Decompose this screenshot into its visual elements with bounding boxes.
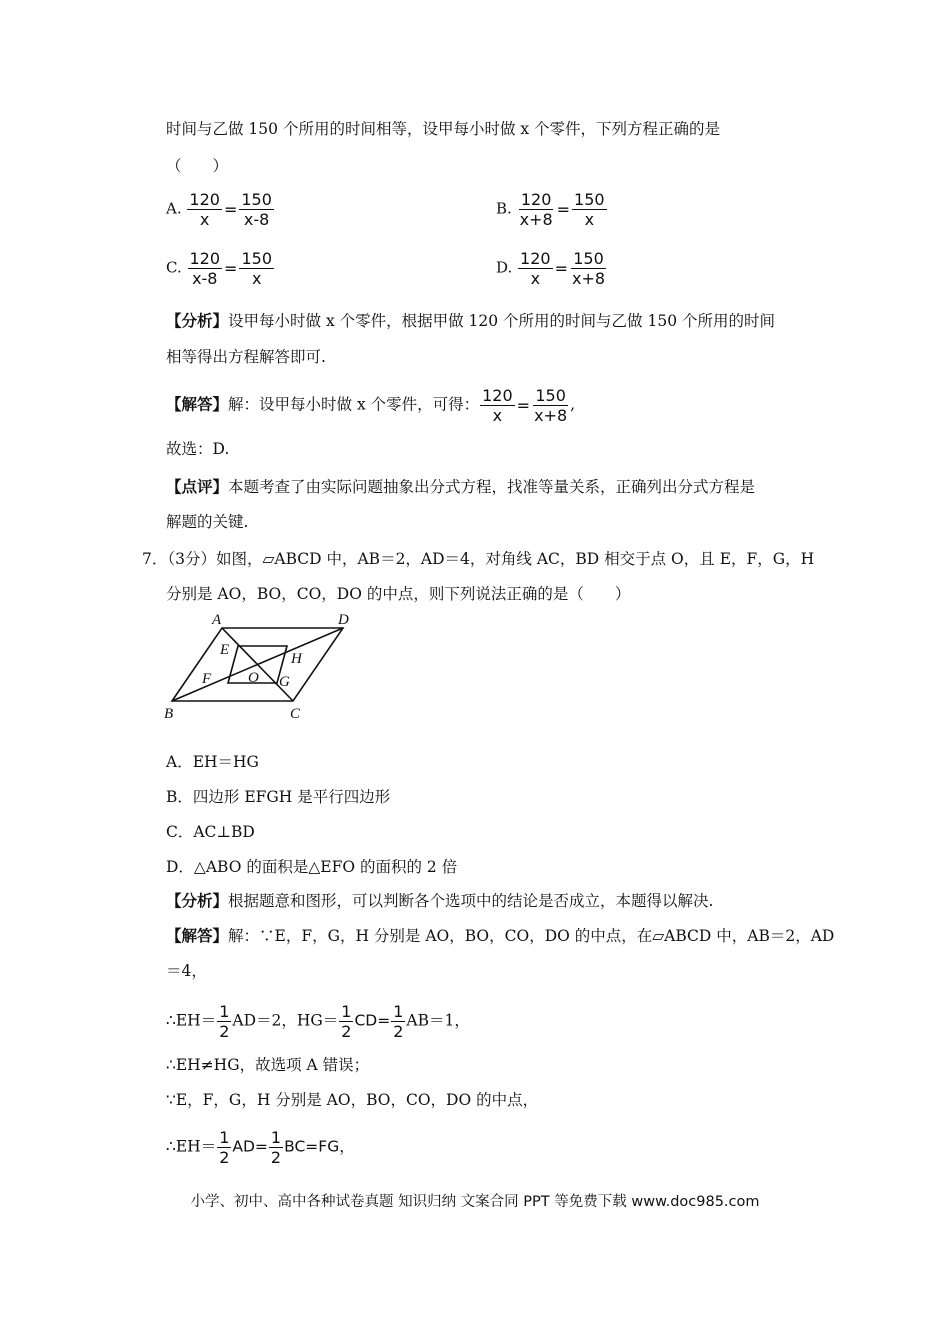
fraction: $\frac{150}{x}$ <box>574 190 605 229</box>
fraction: $\frac{150}{x}$ <box>241 249 272 288</box>
analysis-tag: 【分析】 <box>166 891 229 910</box>
fraction: $\frac{150}{x-8}$ <box>241 190 272 229</box>
label-o: O <box>248 670 259 686</box>
option-label: C. <box>166 258 182 277</box>
q7-option-d: D．△ABO 的面积是△EFO 的面积的 2 倍 <box>166 858 458 876</box>
q6-option-d: D. $\frac{120}{x}$ = $\frac{150}{x+8}$ <box>496 249 606 288</box>
q7-solution-line-2: ＝4， <box>166 962 207 980</box>
fraction: $\frac{150}{x+8}$ <box>572 249 606 288</box>
label-f: F <box>202 671 212 687</box>
q6-option-a: A. $\frac{120}{x}$ = $\frac{150}{x-8}$ <box>166 190 272 229</box>
fraction-half: $\frac{1}{2}$ <box>393 1002 404 1041</box>
fraction: $\frac{120}{x-8}$ <box>189 249 221 288</box>
q7-solution-line-3: ∴EH＝ $\frac{1}{2}$ AD＝2，HG＝ $\frac{1}{2}$ CD= $\frac{1}{2}$ AB＝1， <box>166 1002 470 1041</box>
fraction: $\frac{120}{x}$ <box>189 190 220 229</box>
option-label: B. <box>496 199 512 218</box>
q7-solution-line-4: ∴EH≠HG，故选项 A 错误； <box>166 1056 370 1074</box>
q6-comment-line-2: 解题的关键. <box>166 513 249 531</box>
parallelogram-figure <box>160 608 370 728</box>
fraction: $\frac{120}{x}$ <box>520 249 551 288</box>
answer-paren: （ ） <box>166 157 229 175</box>
option-label: D. <box>496 258 513 277</box>
q6-option-b: B. $\frac{120}{x+8}$ = $\frac{150}{x}$ <box>496 190 605 229</box>
label-e: E <box>220 642 230 658</box>
fraction: $\frac{120}{x}$ <box>482 386 513 425</box>
analysis-tag: 【分析】 <box>166 311 229 330</box>
q7-option-b: B．四边形 EFGH 是平行四边形 <box>166 788 391 806</box>
comment-tag: 【点评】 <box>166 477 229 496</box>
q6-choice: 故选：D. <box>166 440 230 458</box>
q7-option-c: C．AC⊥BD <box>166 823 255 841</box>
fraction: $\frac{120}{x+8}$ <box>519 190 553 229</box>
q7-stem-line-2: 分别是 AO，BO，CO，DO 的中点，则下列说法正确的是（ ） <box>166 585 631 603</box>
q7-option-a: A．EH＝HG <box>166 753 259 771</box>
q7-solution-line-6: ∴EH＝ $\frac{1}{2}$ AD= $\frac{1}{2}$ BC=FG， <box>166 1128 355 1167</box>
fraction-half: $\frac{1}{2}$ <box>219 1002 230 1041</box>
q6-comment-line-1: 【点评】本题考查了由实际问题抽象出分式方程，找准等量关系，正确列出分式方程是 <box>166 477 756 496</box>
q7-analysis: 【分析】根据题意和图形，可以判断各个选项中的结论是否成立，本题得以解决. <box>166 891 714 910</box>
q6-analysis-line-2: 相等得出方程解答即可. <box>166 348 326 366</box>
q6-solution-line: 【解答】解：设甲每小时做 x 个零件，可得： $\frac{120}{x}$ = $\frac{150}{x+8}$ , <box>166 386 576 425</box>
label-h: H <box>291 651 302 667</box>
label-d: D <box>338 612 349 628</box>
label-g: G <box>279 674 290 690</box>
q7-stem-line-1: 7．（3分）如图，▱ABCD 中，AB＝2，AD＝4，对角线 AC，BD 相交于点 O，且 E，F，G，H <box>142 550 815 568</box>
fraction-half: $\frac{1}{2}$ <box>219 1128 230 1167</box>
label-b: B <box>164 706 174 722</box>
solution-tag: 【解答】 <box>166 394 229 414</box>
page-footer: 小学、初中、高中各种试卷真题 知识归纳 文案合同 PPT 等免费下载 www.doc985.com <box>190 1194 760 1210</box>
q6-option-c: C. $\frac{120}{x-8}$ = $\frac{150}{x}$ <box>166 249 272 288</box>
q6-analysis-line-1: 【分析】设甲每小时做 x 个零件，根据甲做 120 个所用的时间与乙做 150 个所用的时间 <box>166 311 775 330</box>
fraction: $\frac{150}{x+8}$ <box>534 386 568 425</box>
fraction-half: $\frac{1}{2}$ <box>270 1128 282 1167</box>
label-a: A <box>212 612 222 628</box>
fraction-half: $\frac{1}{2}$ <box>341 1002 352 1041</box>
intro-line-1: 时间与乙做 150 个所用的时间相等，设甲每小时做 x 个零件，下列方程正确的是 <box>166 120 721 138</box>
label-c: C <box>290 706 301 722</box>
solution-tag: 【解答】 <box>166 926 229 945</box>
option-label: A. <box>166 199 182 218</box>
q7-solution-line-1: 【解答】解：∵E，F，G，H 分别是 AO，BO，CO，DO 的中点，在▱ABCD 中，AB＝2，AD <box>166 926 835 945</box>
q7-solution-line-5: ∵E，F，G，H 分别是 AO，BO，CO，DO 的中点， <box>166 1091 539 1109</box>
